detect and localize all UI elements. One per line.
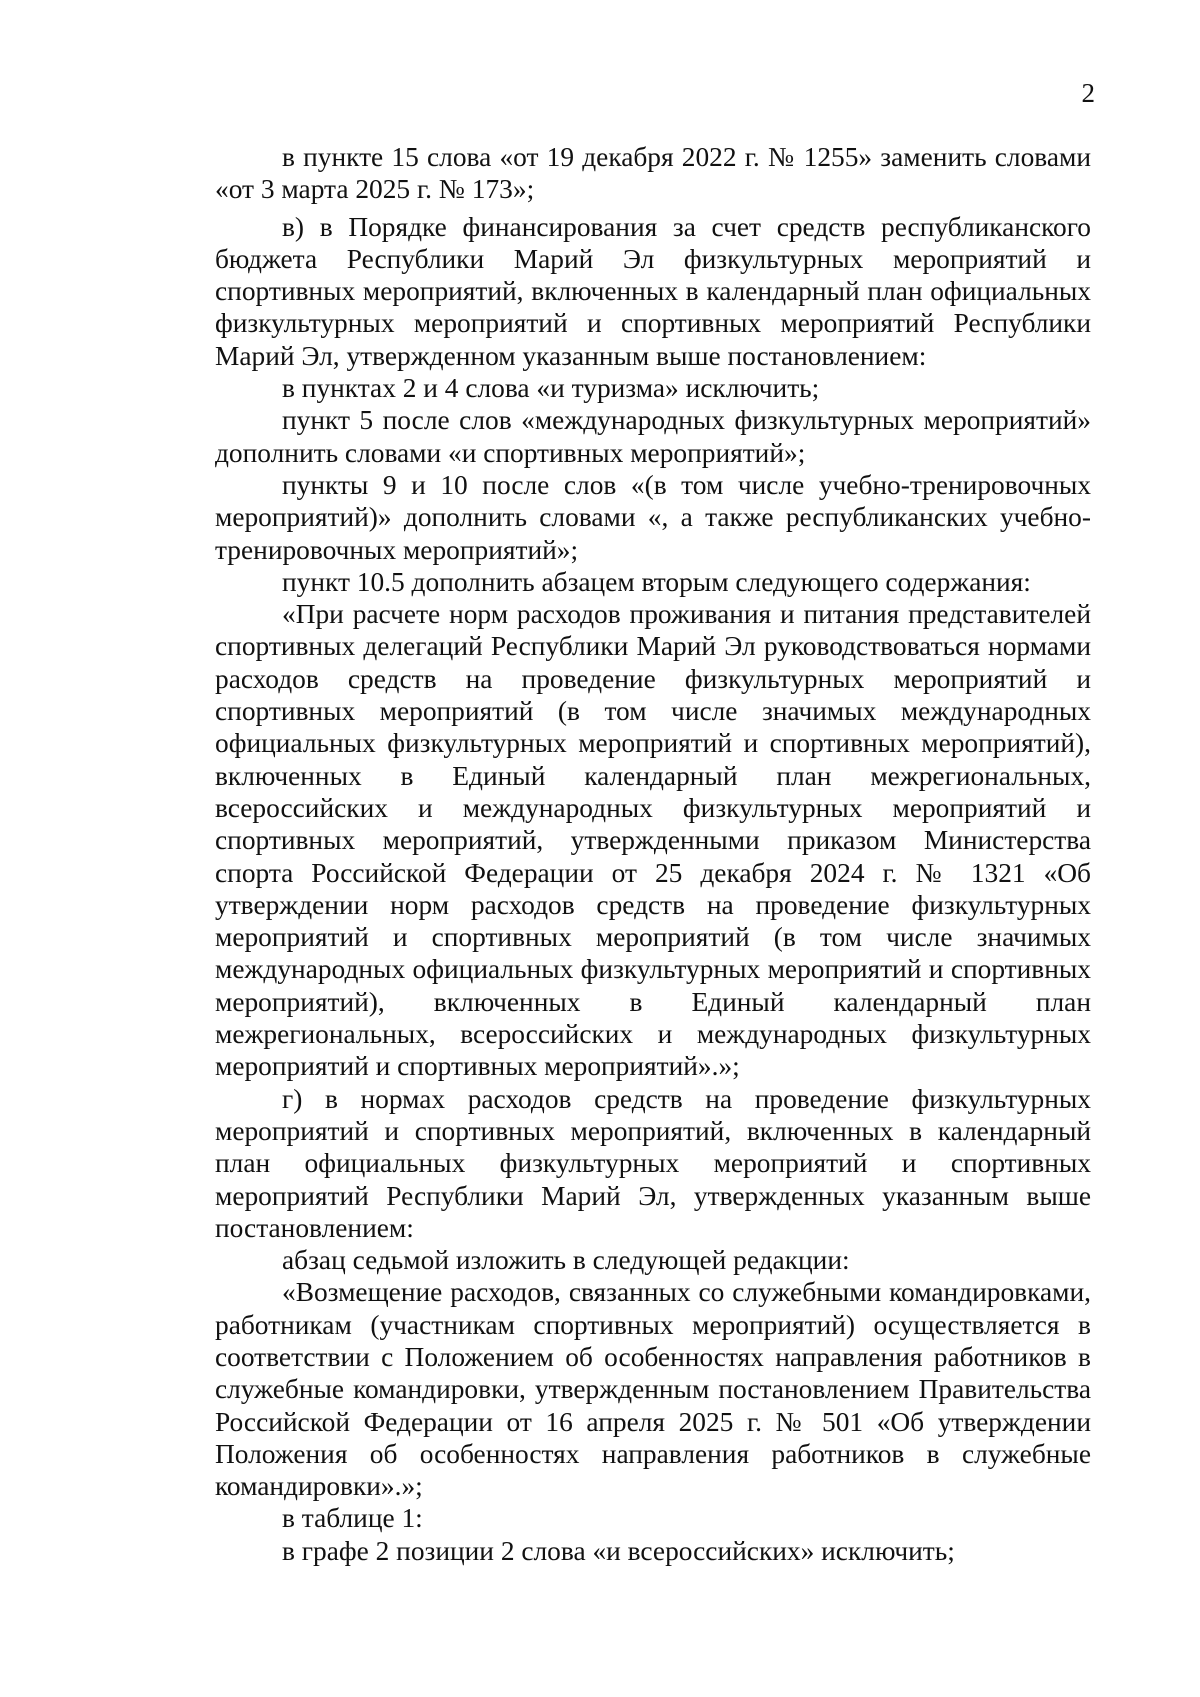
paragraph-items-9-10: пункты 9 и 10 после слов «(в том числе учебно-тренировочных мероприятий)» дополнить словами «, а также республиканских учебно-тренировочных мероприятий»; <box>215 469 1091 565</box>
paragraph-quoted-norms: «При расчете норм расходов проживания и питания представителей спортивных делегаций Республики Марий Эл руководствоваться нормами расходов средств на проведение физкультурных мероприятий и спортивных мероприятий (в том числе значимых международных официальных физкультурных мероприятий и спортивных мероприятий), включенных в Единый календарный план межрегиональных, всероссийских и международных физкультурных мероприятий и спортивных мероприятий, утвержденными приказом Министерства спорта Российской Федерации от 25 декабря 2024 г. № 1321 «Об утверждении норм расходов средств на проведение физкультурных мероприятий и спортивных мероприятий (в том числе значимых международных официальных физкультурных мероприятий и спортивных мероприятий), включенных в Единый календарный план межрегиональных, всероссийских и международных физкультурных мероприятий и спортивных мероприятий».»; <box>215 599 1091 1082</box>
document-body <box>215 141 1091 1567</box>
paragraph-column-2-position-2: в графе 2 позиции 2 слова «и всероссийских» исключить; <box>282 1535 955 1566</box>
paragraph-item-10-5: пункт 10.5 дополнить абзацем вторым следующего содержания: <box>282 566 1031 597</box>
paragraph-subitem-v: в) в Порядке финансирования за счет средств республиканского бюджета Республики Марий Эл физкультурных мероприятий и спортивных мероприятий, включенных в календарный план официальных физкультурных мероприятий и спортивных мероприятий Республики Марий Эл, утвержденном указанным выше постановлением: <box>215 211 1091 371</box>
paragraph-item-5: пункт 5 после слов «международных физкультурных мероприятий» дополнить словами «и спортивных мероприятий»; <box>215 405 1091 468</box>
paragraph-seventh-abzac: абзац седьмой изложить в следующей редакции: <box>282 1245 850 1276</box>
page-number: 2 <box>1081 78 1095 108</box>
paragraph-subitem-g: г) в нормах расходов средств на проведение физкультурных мероприятий и спортивных мероприятий, включенных в календарный план официальных физкультурных мероприятий и спортивных мероприятий Республики Марий Эл, утвержденных указанным выше постановлением: <box>215 1083 1091 1243</box>
paragraph-quoted-compensation: «Возмещение расходов, связанных со служебными командировками, работникам (участникам спортивных мероприятий) осуществляется в соответствии с Положением об особенностях направления работников в служебные командировки, утвержденным постановлением Правительства Российской Федерации от 16 апреля 2025 г. № 501 «Об утверждении Положения об особенностях направления работников в служебные командировки».»; <box>215 1277 1091 1502</box>
paragraph-items-2-4: в пунктах 2 и 4 слова «и туризма» исключить; <box>282 373 820 404</box>
paragraph-item-15-replacement: в пункте 15 слова «от 19 декабря 2022 г. № 1255» заменить словами «от 3 марта 2025 г. № 173»; <box>215 142 1091 205</box>
paragraph-table-1: в таблице 1: <box>282 1503 423 1534</box>
